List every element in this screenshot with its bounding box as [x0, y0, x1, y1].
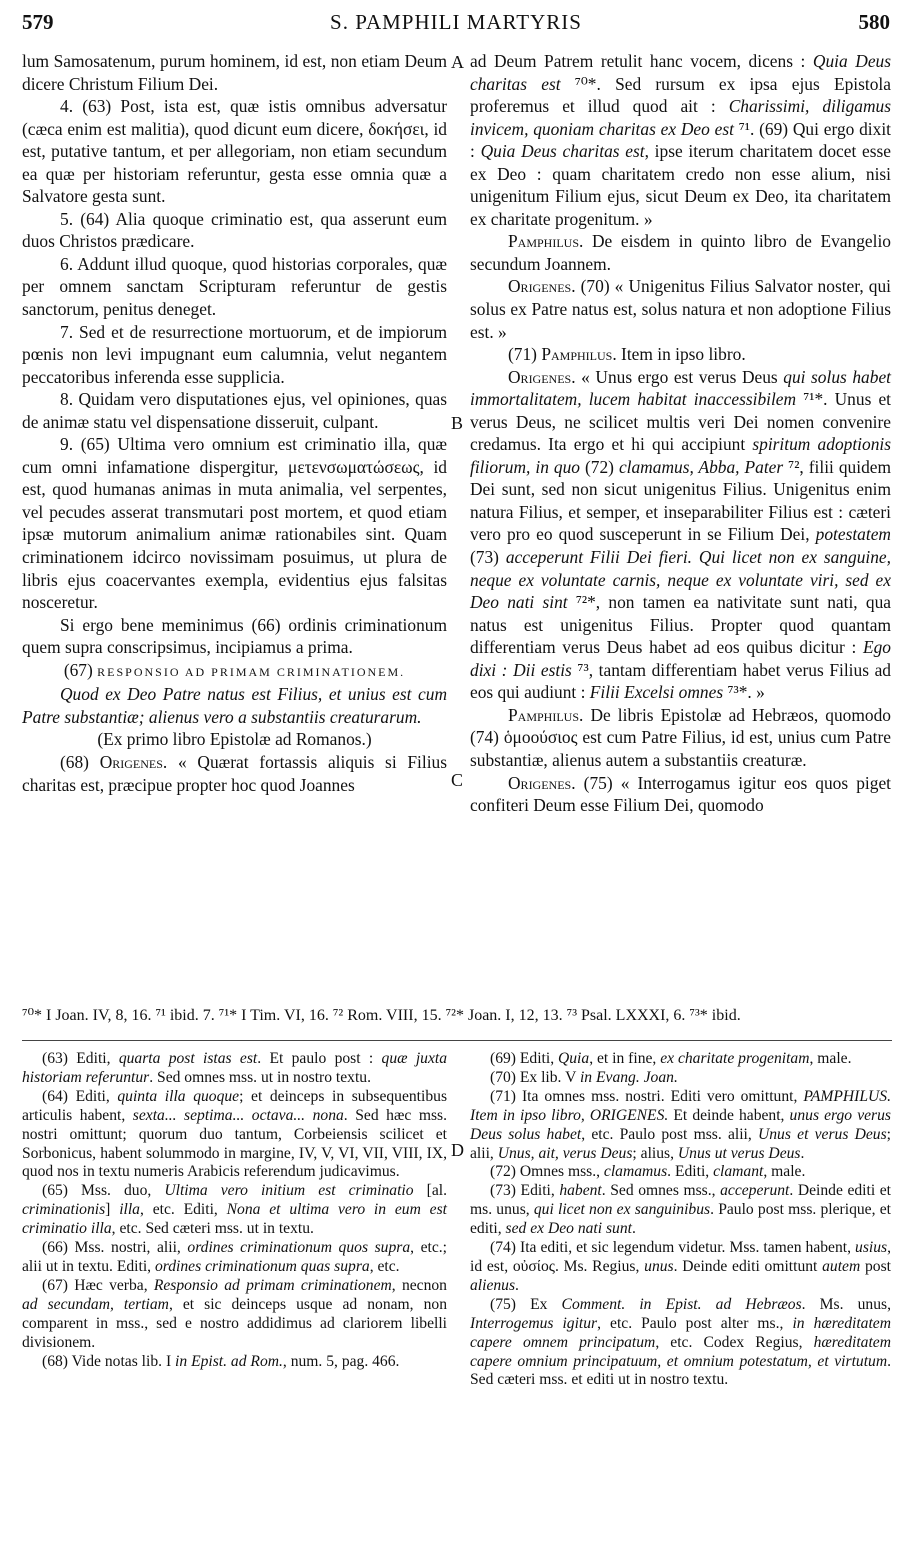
page-number-right: 580 [858, 10, 890, 34]
text-paragraph: 7. Sed et de resurrectione mortuorum, et de impiorum pœnis non levi impugnant eum calumnia, velut negantem peccatoribus inferenda esse supplicia. [22, 321, 447, 387]
page-header [0, 10, 912, 40]
footnote: (64) Editi, quinta illa quoque; et deinceps in subsequentibus articulis habent, sexta... septima... octava... nona. Sed hæc mss. nostri omittunt; quorum duo tantum, Corbeiensis scilicet et Sorbonicus, habent solummodo in margine, IV, V, VI, VII, VIII, IX, quod nos in textu numeris Arabicis referendum judicavimus. [22, 1087, 448, 1181]
text-paragraph: Si ergo bene meminimus (66) ordinis criminationum quem supra conscripsimus, incipiamus a prima. [22, 614, 447, 658]
margin-letter-b: B [451, 413, 464, 433]
text-paragraph: 4. (63) Post, ista est, quæ istis omnibus adversatur (cæca enim est malitia), quod dicunt eum dicere, δοκήσει, id est, putative tantum, et per allegoriam, non etiam secundum ea quæ per historiam referuntur, gesta esse omnia quæ a Salvatore gesta sunt. [22, 96, 447, 207]
footnote: (72) Omnes mss., clamamus. Editi, clamant, male. [490, 1163, 806, 1181]
main-text-left-column [22, 50, 447, 796]
text-paragraph: Origenes. (70) « Unigenitus Filius Salvator noster, qui solus ex Patre natus est, solus natura et non adoptione Filius est. » [470, 276, 891, 342]
text-paragraph: (Ex primo libro Epistolæ ad Romanos.) [97, 729, 372, 750]
text-paragraph: (67) RESPONSIO AD PRIMAM CRIMINATIONEM. [63, 659, 406, 680]
margin-letter-a: A [451, 52, 464, 72]
text-paragraph: Origenes. (75) « Interrogamus igitur eos quos piget confiteri Deum esse Filium Dei, quomodo [470, 772, 891, 816]
footnote: (74) Ita editi, et sic legendum videtur. Mss. tamen habent, usius, id est, οὐσίος. Ms. Regius, unus. Deinde editi omittunt autem post alienus. [470, 1239, 891, 1294]
text-paragraph: (71) Pamphilus. Item in ipso libro. [508, 344, 746, 365]
footnotes-right-column [470, 1050, 891, 1390]
text-paragraph: Pamphilus. De libris Epistolæ ad Hebræos, quomodo (74) ὁμοούσιος est cum Patre Filius, id est, unius cum Patre substantiæ, alienus autem a substantiis creaturæ. [470, 704, 891, 770]
main-text-right-column [470, 50, 891, 817]
footnote: (73) Editi, habent. Sed omnes mss., acceperunt. Deinde editi et ms. unus, qui licet non ex sanguinibus. Paulo post mss. plerique, et editi, sed ex Deo nati sunt. [470, 1182, 891, 1238]
scripture-references: ⁷⁰* I Joan. IV, 8, 16. ⁷¹ ibid. 7. ⁷¹* I Tim. VI, 16. ⁷² Rom. VIII, 15. ⁷²* Joan. I, 12, 13. ⁷³ Psal. LXXXI, 6. ⁷³* ibid. [22, 1007, 741, 1024]
footnote: (75) Ex Comment. in Epist. ad Hebræos. Ms. unus, Interrogemus igitur, etc. Paulo post alter ms., in hæreditatem capere omnem principatum, etc. Codex Regius, hæreditatem capere omnium principatuum, et omnium potestatum, et virtutum. Sed cæteri mss. et editi ut in nostro textu. [470, 1295, 891, 1389]
text-paragraph: Pamphilus. De eisdem in quinto libro de Evangelio secundum Joannem. [470, 231, 891, 274]
footnote: (67) Hæc verba, Responsio ad primam criminationem, necnon ad secundam, tertiam, et sic deinceps usque ad nonam, non comparent in mss., sed e nostro addidimus ad clariorem libelli divisionem. [22, 1276, 447, 1351]
footnote: (65) Mss. duo, Ultima vero initium est criminatio [al. criminationis] illa, etc. Editi, Nona et ultima vero in eum est criminatio illa, etc. Sed cæteri mss. ut in textu. [22, 1182, 448, 1238]
footnote-divider [22, 1040, 892, 1041]
margin-letter-d: D [451, 1140, 464, 1160]
text-paragraph: ad Deum Patrem retulit hanc vocem, dicens : Quia Deus charitas est ⁷⁰*. Sed rursum ex ipsa ejus Epistola proferemus et illud quod ait : Charissimi, diligamus invicem, quoniam charitas ex Deo est ⁷¹. (69) Qui ergo dixit : Quia Deus charitas est, ipse iterum charitatem docet esse ex Deo : quam charitatem credo non esse alium, nisi unigenitum Filium ejus, sicut Deum ex Deo, ita charitatem ex charitate progenitum. » [470, 51, 891, 229]
text-paragraph: 8. Quidam vero disputationes ejus, vel opiniones, quas de animæ statu vel dispensatione disseruit, culpant. [22, 389, 447, 432]
footnote: (63) Editi, quarta post istas est. Et paulo post : quæ juxta historiam referuntur. Sed omnes mss. ut in nostro textu. [22, 1050, 447, 1086]
footnote: (70) Ex lib. V in Evang. Joan. [490, 1068, 678, 1086]
text-paragraph: 5. (64) Alia quoque criminatio est, qua asserunt eum duos Christos prædicare. [22, 208, 447, 252]
footnote: (66) Mss. nostri, alii, ordines criminationum quos supra, etc.; alii ut in textu. Editi, ordines criminationum quas supra, etc. [22, 1239, 447, 1275]
text-paragraph: 9. (65) Ultima vero omnium est criminatio illa, quæ cum omni infamatione dispergitur, μετενσωματώσεως, id est, quod humanas animas in muta animalia, vel serpentes, vel pecudes asserat transmutari post mortem, et quod etiam ipsæ mutorum animalium animæ rationabiles sint. Quam criminationem idcirco novissimam posuimus, ut plura de libris ejus coacervantes exempla, evidentius ejus falsitas nosceretur. [22, 434, 447, 613]
footnotes-left-column [22, 1050, 447, 1371]
footnote: (68) Vide notas lib. I in Epist. ad Rom., num. 5, pag. 466. [42, 1352, 400, 1370]
margin-letter-c: C [451, 770, 464, 790]
text-paragraph: 6. Addunt illud quoque, quod historias corporales, quæ per omnem sanctam Scripturam referuntur de gestis sanctorum, penitus deneget. [22, 253, 447, 320]
text-paragraph: lum Samosatenum, purum hominem, id est, non etiam Deum dicere Christum Filium Dei. [22, 51, 447, 94]
page-number-left: 579 [22, 10, 54, 34]
text-paragraph: (68) Origenes. « Quærat fortassis aliquis si Filius charitas est, præcipue propter hoc quod Joannes [22, 751, 447, 795]
text-paragraph: Quod ex Deo Patre natus est Filius, et unius est cum Patre substantiæ; alienus vero a substantiis creaturarum. [22, 684, 447, 727]
footnote: (69) Editi, Quia, et in fine, ex charitate progenitam, male. [490, 1050, 852, 1067]
running-title: S. PAMPHILI MARTYRIS [330, 10, 582, 34]
text-paragraph: Origenes. « Unus ergo est verus Deus qui solus habet immortalitatem, lucem habitat inaccessibilem ⁷¹*. Unus et verus Deus, ne scilicet multis veri Dei nomen convenire credamus. Ita ergo et hi qui accipiunt spiritum adoptionis filiorum, in quo (72) clamamus, Abba, Pater ⁷², filii quidem Dei sunt, sed non sicut unigenitus Filius. Unigenitus enim natura Filius, et semper, et inseparabiliter Filius est : cæteri vero pro eo quod susceperunt in se Filium Dei, potestatem (73) acceperunt Filii Dei fieri. Qui licet non ex sanguine, neque ex voluntate carnis, neque ex voluntate viri, sed ex Deo nati sint ⁷²*, non tamen ea nativitate sunt nati, qua natus est unigenitus Filius. Propter quod quantam differentiam verus Deus habet ad eos quibus dicitur : Ego dixi : Dii estis ⁷³, tantam differentiam habet verus Filius ad eos qui audiunt : Filii Excelsi omnes ⁷³*. » [470, 366, 892, 703]
footnote: (71) Ita omnes mss. nostri. Editi vero omittunt, PAMPHILUS. Item in ipso libro, ORIGENES. Et deinde habent, unus ergo verus Deus solus habet, etc. Paulo post mss. alii, Unus et verus Deus; alii, Unus, ait, verus Deus; alius, Unus ut verus Deus. [470, 1087, 892, 1162]
